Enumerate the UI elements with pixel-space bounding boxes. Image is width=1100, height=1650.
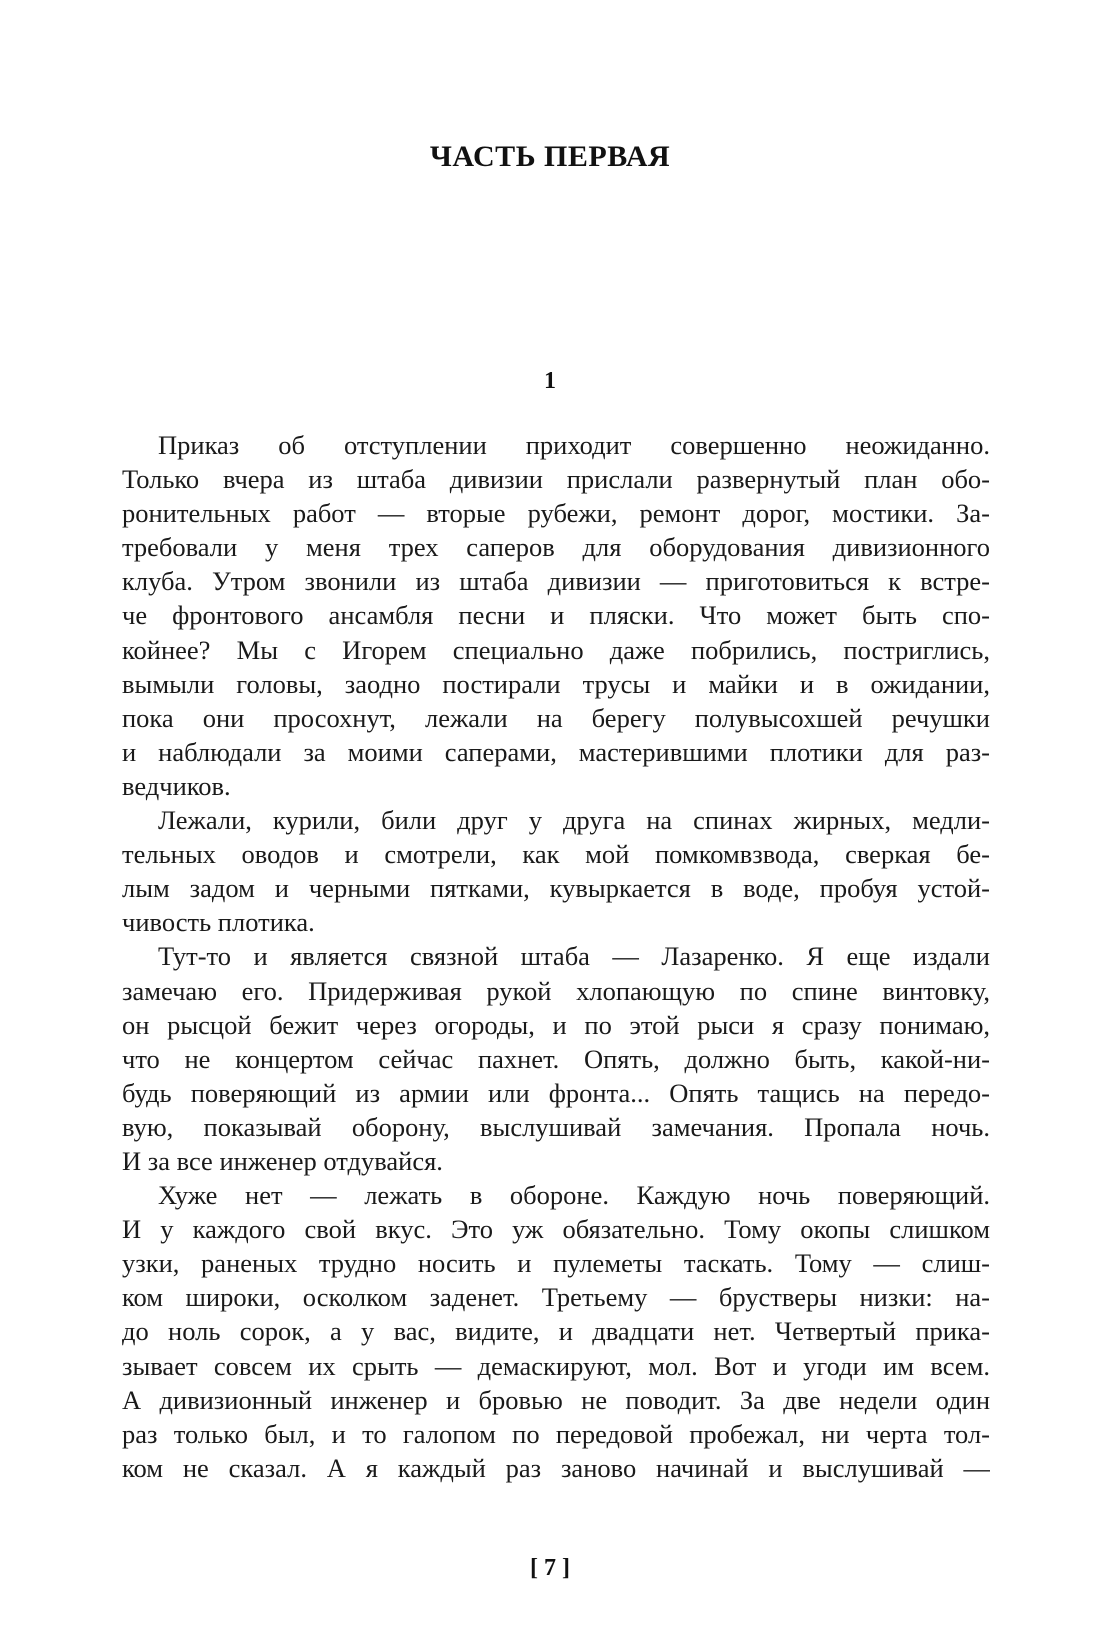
text-line: ком не сказал. А я каждый раз заново начинай и выслушивай — — [122, 1452, 990, 1483]
text-line: до ноль сорок, а у вас, видите, и двадцати нет. Четвертый прика- — [122, 1316, 990, 1347]
text-line: что не концертом сейчас пахнет. Опять, должно быть, какой-ни- — [122, 1043, 990, 1074]
part-title: ЧАСТЬ ПЕРВАЯ — [429, 140, 671, 173]
text-line: клуба. Утром звонили из штаба дивизии — приготовиться к встре- — [122, 566, 990, 597]
text-line: и наблюдали за моими саперами, мастерившими плотики для раз- — [122, 736, 990, 767]
text-line: ведчиков. — [122, 770, 231, 801]
text-line: Тут-то и является связной штаба — Лазаренко. Я еще издали — [158, 941, 990, 972]
text-line: Приказ об отступлении приходит совершенно неожиданно. — [158, 430, 990, 460]
text-line: пока они просохнут, лежали на берегу полувысохшей речушки — [122, 702, 990, 733]
text-line: будь поверяющий из армии или фронта... Опять тащись на передо- — [122, 1077, 990, 1108]
text-line: вую, показывай оборону, выслушивай замечания. Пропала ночь. — [122, 1111, 990, 1142]
page-number: [ 7 ] — [530, 1555, 570, 1581]
text-line: Хуже нет — лежать в обороне. Каждую ночь поверяющий. — [158, 1180, 990, 1211]
text-line: чивость плотика. — [122, 907, 315, 938]
paragraph — [122, 803, 990, 939]
paragraph — [122, 1178, 990, 1485]
text-line: ронительных работ — вторые рубежи, ремонт дорог, мостики. За- — [122, 498, 990, 529]
text-line: замечаю его. Придерживая рукой хлопающую по спине винтовку, — [122, 975, 990, 1006]
text-line: койнее? Мы с Игорем специально даже побрились, постриглись, — [122, 634, 990, 665]
text-line: узки, раненых трудно носить и пулеметы таскать. Тому — слиш- — [122, 1248, 990, 1279]
text-line: зывает совсем их срыть — демаскируют, мол. Вот и угоди им всем. — [122, 1350, 990, 1381]
text-line: Только вчера из штаба дивизии прислали развернутый план обо- — [122, 464, 990, 495]
paragraph — [122, 939, 990, 1178]
body-text — [122, 428, 990, 1485]
text-line: А дивизионный инженер и бровью не поводит. За две недели один — [122, 1384, 990, 1415]
text-line: вымыли головы, заодно постирали трусы и майки и в ожидании, — [122, 668, 990, 699]
text-line: тельных оводов и смотрели, как мой помкомвзвода, сверкая бе- — [122, 839, 990, 870]
text-line: лым задом и черными пятками, кувыркается в воде, пробуя устой- — [122, 873, 990, 904]
text-line: требовали у меня трех саперов для оборудования дивизионного — [122, 532, 990, 563]
text-line: И у каждого свой вкус. Это уж обязательно. Тому окопы слишком — [122, 1214, 990, 1245]
text-line: раз только был, и то галопом по передовой пробежал, ни черта тол- — [122, 1418, 990, 1449]
text-line: ком широки, осколком заденет. Третьему — брустверы низки: на- — [122, 1282, 990, 1313]
text-line: Лежали, курили, били друг у друга на спинах жирных, медли- — [158, 805, 990, 836]
text-line: че фронтового ансамбля песни и пляски. Что может быть спо- — [122, 600, 990, 631]
text-line: он рысцой бежит через огороды, и по этой рыси я сразу понимаю, — [122, 1009, 990, 1040]
paragraph — [122, 428, 990, 803]
chapter-number: 1 — [544, 368, 556, 394]
text-line: И за все инженер отдувайся. — [122, 1145, 443, 1176]
